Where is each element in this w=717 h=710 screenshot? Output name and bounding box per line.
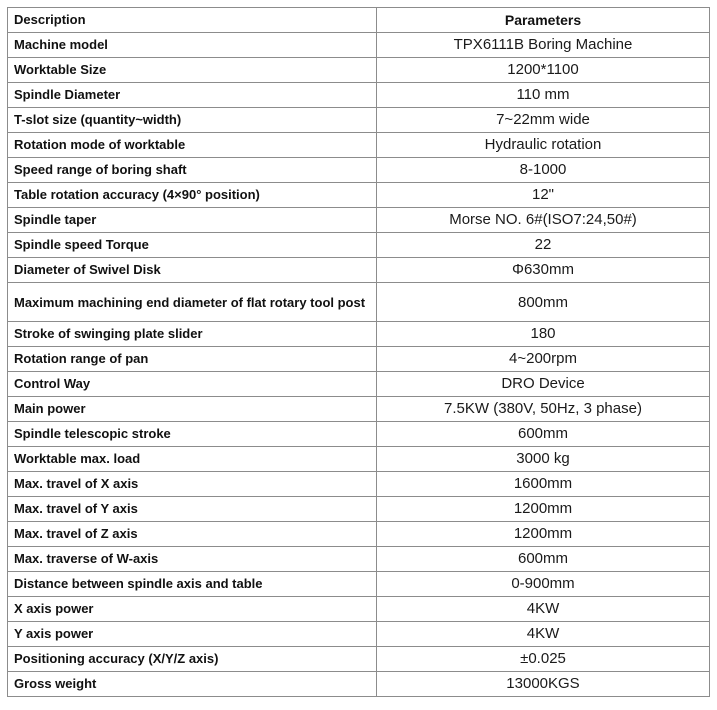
row-parameter-value: 13000KGS <box>377 672 710 697</box>
table-row <box>8 472 710 497</box>
row-description: Max. travel of X axis <box>8 472 377 497</box>
table-row <box>8 233 710 258</box>
row-parameter-value: 1200mm <box>377 497 710 522</box>
row-parameter-value: ±0.025 <box>377 647 710 672</box>
row-description: Maximum machining end diameter of flat rotary tool post <box>8 283 377 322</box>
table-header-row <box>8 8 710 33</box>
row-description: Distance between spindle axis and table <box>8 572 377 597</box>
row-description: Stroke of swinging plate slider <box>8 322 377 347</box>
table-row <box>8 497 710 522</box>
table-row <box>8 158 710 183</box>
row-parameter-value: 8-1000 <box>377 158 710 183</box>
table-row <box>8 397 710 422</box>
table-row <box>8 347 710 372</box>
table-row <box>8 447 710 472</box>
row-description: Spindle taper <box>8 208 377 233</box>
table-row <box>8 622 710 647</box>
table-row <box>8 422 710 447</box>
row-parameter-value: 3000 kg <box>377 447 710 472</box>
row-description: Rotation range of pan <box>8 347 377 372</box>
row-parameter-value: TPX6111B Boring Machine <box>377 33 710 58</box>
row-parameter-value: Φ630mm <box>377 258 710 283</box>
row-description: T-slot size (quantity~width) <box>8 108 377 133</box>
table-row <box>8 83 710 108</box>
row-parameter-value: 800mm <box>377 283 710 322</box>
table-row <box>8 547 710 572</box>
table-row <box>8 372 710 397</box>
table-row <box>8 597 710 622</box>
spec-table <box>7 7 710 697</box>
row-parameter-value: 22 <box>377 233 710 258</box>
row-description: Machine model <box>8 33 377 58</box>
row-parameter-value: 180 <box>377 322 710 347</box>
row-description: Max. travel of Y axis <box>8 497 377 522</box>
table-row <box>8 522 710 547</box>
row-description: Y axis power <box>8 622 377 647</box>
table-row <box>8 672 710 697</box>
row-parameter-value: 600mm <box>377 547 710 572</box>
row-description: Spindle telescopic stroke <box>8 422 377 447</box>
row-description: Spindle Diameter <box>8 83 377 108</box>
row-parameter-value: 7.5KW (380V, 50Hz, 3 phase) <box>377 397 710 422</box>
table-row <box>8 58 710 83</box>
table-row <box>8 572 710 597</box>
spec-table-container <box>7 7 709 697</box>
row-parameter-value: Hydraulic rotation <box>377 133 710 158</box>
row-parameter-value: DRO Device <box>377 372 710 397</box>
row-parameter-value: 4KW <box>377 622 710 647</box>
row-parameter-value: 4~200rpm <box>377 347 710 372</box>
row-parameter-value: 110 mm <box>377 83 710 108</box>
row-parameter-value: 0-900mm <box>377 572 710 597</box>
table-row <box>8 183 710 208</box>
row-description: Worktable max. load <box>8 447 377 472</box>
row-description: Speed range of boring shaft <box>8 158 377 183</box>
row-description: Worktable Size <box>8 58 377 83</box>
row-description: X axis power <box>8 597 377 622</box>
table-row <box>8 647 710 672</box>
row-parameter-value: 1200*1100 <box>377 58 710 83</box>
table-row <box>8 283 710 322</box>
row-description: Main power <box>8 397 377 422</box>
row-parameter-value: Morse NO. 6#(ISO7:24,50#) <box>377 208 710 233</box>
header-parameters: Parameters <box>377 8 710 33</box>
table-row <box>8 322 710 347</box>
table-row <box>8 208 710 233</box>
table-row <box>8 33 710 58</box>
row-description: Rotation mode of worktable <box>8 133 377 158</box>
table-row <box>8 108 710 133</box>
row-parameter-value: 7~22mm wide <box>377 108 710 133</box>
row-description: Spindle speed Torque <box>8 233 377 258</box>
row-description: Gross weight <box>8 672 377 697</box>
table-row <box>8 258 710 283</box>
row-description: Diameter of Swivel Disk <box>8 258 377 283</box>
row-description: Max. traverse of W-axis <box>8 547 377 572</box>
row-parameter-value: 600mm <box>377 422 710 447</box>
table-row <box>8 133 710 158</box>
row-parameter-value: 1600mm <box>377 472 710 497</box>
row-description: Positioning accuracy (X/Y/Z axis) <box>8 647 377 672</box>
row-parameter-value: 1200mm <box>377 522 710 547</box>
row-description: Control Way <box>8 372 377 397</box>
spec-table-body <box>8 33 710 697</box>
header-description: Description <box>8 8 377 33</box>
row-description: Table rotation accuracy (4×90° position) <box>8 183 377 208</box>
row-parameter-value: 4KW <box>377 597 710 622</box>
row-description: Max. travel of Z axis <box>8 522 377 547</box>
row-parameter-value: 12" <box>377 183 710 208</box>
